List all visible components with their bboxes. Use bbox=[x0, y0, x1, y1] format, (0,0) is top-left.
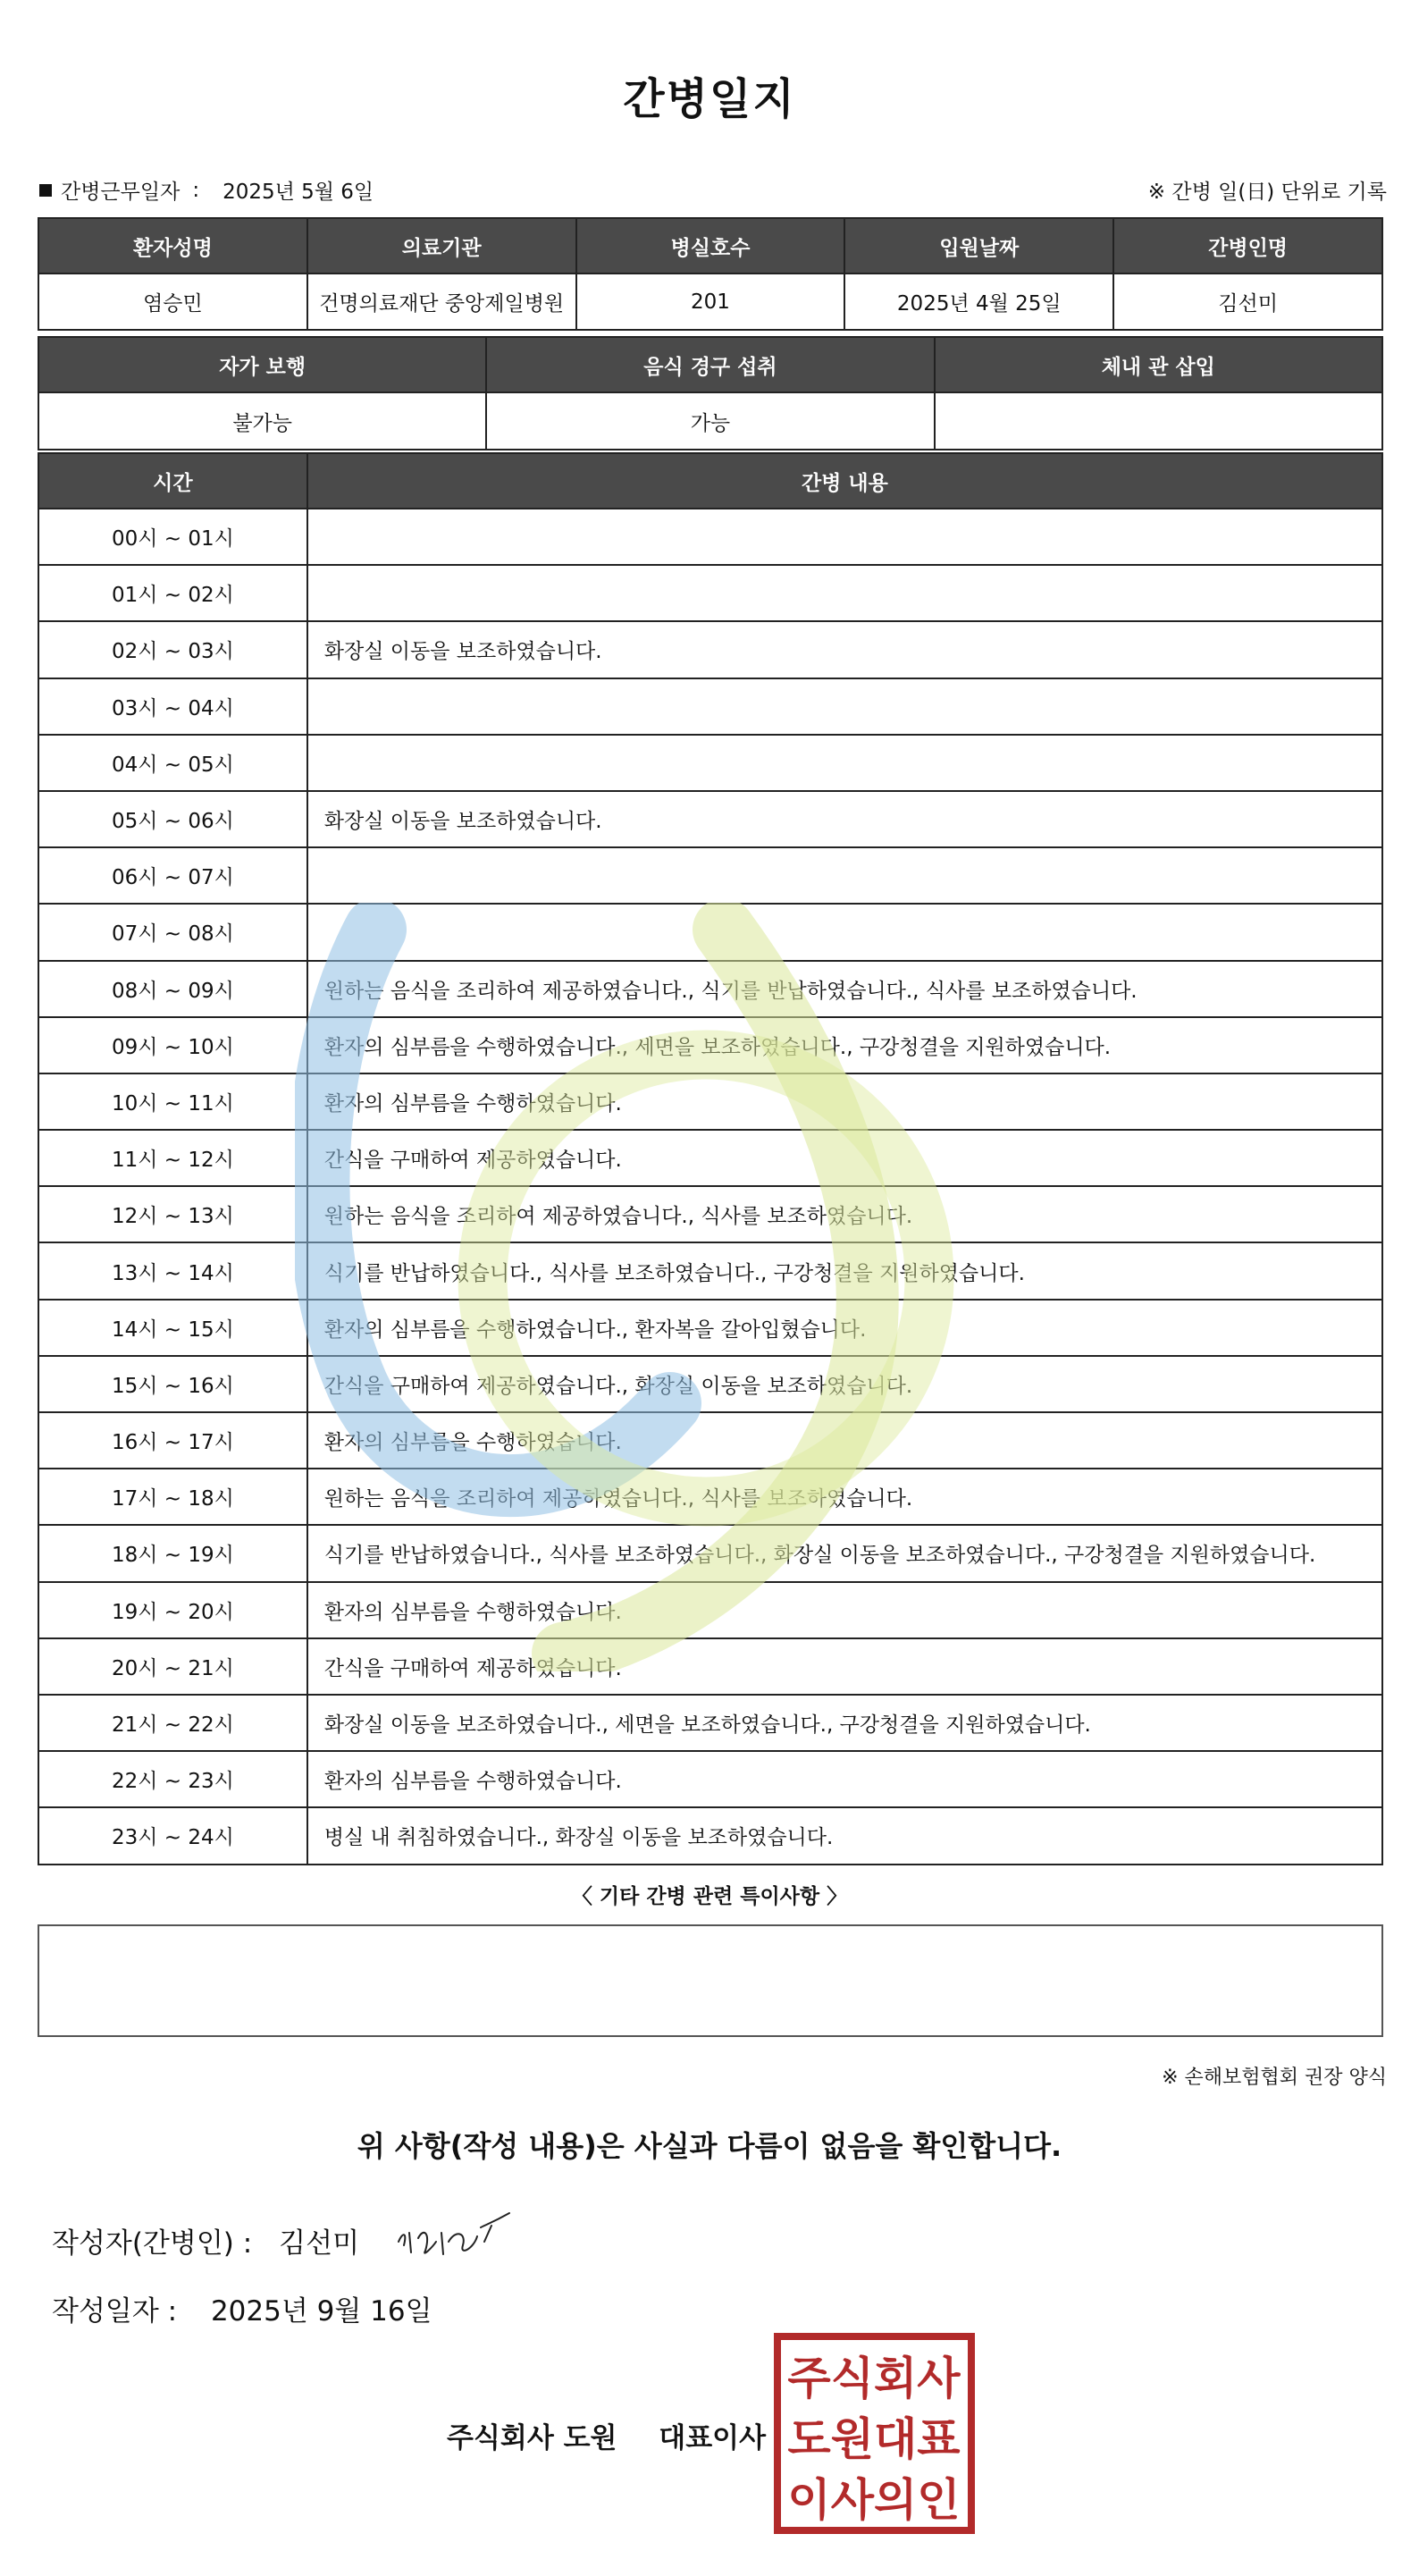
time-cell: 18시 ~ 19시 bbox=[38, 1525, 307, 1581]
company-title: 대표이사 bbox=[659, 2422, 767, 2454]
special-notes-title: 〈 기타 간병 관련 특이사항 〉 bbox=[571, 1885, 848, 1908]
care-content-header: 간병 내용 bbox=[307, 453, 1382, 509]
table-row bbox=[38, 1130, 1382, 1186]
time-cell: 04시 ~ 05시 bbox=[38, 735, 307, 791]
time-cell: 08시 ~ 09시 bbox=[38, 961, 307, 1017]
patient-name-value: 염승민 bbox=[38, 274, 307, 330]
care-content-cell: 환자의 심부름을 수행하였습니다. bbox=[307, 1582, 1382, 1638]
table-row bbox=[38, 1582, 1382, 1638]
care-content-cell bbox=[307, 847, 1382, 904]
time-cell: 10시 ~ 11시 bbox=[38, 1073, 307, 1130]
care-content-cell: 화장실 이동을 보조하였습니다., 세면을 보조하였습니다., 구강청결을 지원하였습니다. bbox=[307, 1695, 1382, 1751]
care-content-cell: 간식을 구매하여 제공하였습니다. bbox=[307, 1638, 1382, 1695]
table-row bbox=[38, 1751, 1382, 1807]
table-row bbox=[38, 1525, 1382, 1581]
care-content-cell: 병실 내 취침하였습니다., 화장실 이동을 보조하였습니다. bbox=[307, 1807, 1382, 1864]
log-rows bbox=[38, 509, 1382, 1865]
tube-insertion-header: 체내 관 삽입 bbox=[935, 337, 1382, 392]
work-date-label: 간병근무일자 bbox=[61, 181, 181, 204]
table-row bbox=[38, 509, 1382, 565]
work-date-value: 2025년 5월 6일 bbox=[223, 181, 374, 204]
self-walking-value: 불가능 bbox=[38, 392, 486, 450]
table-row bbox=[38, 1695, 1382, 1751]
care-content-cell: 간식을 구매하여 제공하였습니다. bbox=[307, 1130, 1382, 1186]
table-row bbox=[38, 847, 1382, 904]
care-content-cell: 환자의 심부름을 수행하였습니다. bbox=[307, 1073, 1382, 1130]
care-content-cell: 환자의 심부름을 수행하였습니다., 환자복을 갈아입혔습니다. bbox=[307, 1300, 1382, 1356]
seal-line-1: 주식회사 bbox=[787, 2353, 961, 2404]
patient-status-table bbox=[38, 336, 1383, 450]
time-cell: 06시 ~ 07시 bbox=[38, 847, 307, 904]
care-content-cell bbox=[307, 904, 1382, 960]
hospital-header: 의료기관 bbox=[307, 218, 576, 274]
oral-intake-value: 가능 bbox=[486, 392, 934, 450]
time-cell: 20시 ~ 21시 bbox=[38, 1638, 307, 1695]
table-row bbox=[38, 678, 1382, 735]
admission-date-header: 입원날짜 bbox=[844, 218, 1113, 274]
care-content-cell: 원하는 음식을 조리하여 제공하였습니다., 식사를 보조하였습니다. bbox=[307, 1469, 1382, 1525]
time-cell: 07시 ~ 08시 bbox=[38, 904, 307, 960]
square-bullet-icon bbox=[39, 184, 52, 197]
care-content-cell: 식기를 반납하였습니다., 식사를 보조하였습니다., 구강청결을 지원하였습니다. bbox=[307, 1242, 1382, 1299]
care-content-cell: 식기를 반납하였습니다., 식사를 보조하였습니다., 화장실 이동을 보조하였습니다., 구강청결을 지원하였습니다. bbox=[307, 1525, 1382, 1581]
table-row bbox=[38, 1242, 1382, 1299]
seal-line-3: 이사의인 bbox=[787, 2474, 961, 2526]
patient-name-header: 환자성명 bbox=[38, 218, 307, 274]
time-cell: 01시 ~ 02시 bbox=[38, 565, 307, 621]
caregiver-name-value: 김선미 bbox=[1113, 274, 1382, 330]
writer-line bbox=[52, 2220, 359, 2260]
hospital-value: 건명의료재단 중앙제일병원 bbox=[307, 274, 576, 330]
time-cell: 13시 ~ 14시 bbox=[38, 1242, 307, 1299]
written-date-label: 작성일자 : bbox=[52, 2295, 178, 2328]
care-content-cell: 화장실 이동을 보조하였습니다. bbox=[307, 791, 1382, 847]
care-content-cell: 환자의 심부름을 수행하였습니다. bbox=[307, 1412, 1382, 1469]
writer-name: 김선미 bbox=[279, 2227, 360, 2260]
table-row bbox=[38, 621, 1382, 678]
handwritten-signature bbox=[391, 2206, 516, 2269]
care-content-cell bbox=[307, 678, 1382, 735]
time-cell: 23시 ~ 24시 bbox=[38, 1807, 307, 1864]
care-content-cell: 화장실 이동을 보조하였습니다. bbox=[307, 621, 1382, 678]
time-cell: 19시 ~ 20시 bbox=[38, 1582, 307, 1638]
caregiver-name-header: 간병인명 bbox=[1113, 218, 1382, 274]
time-cell: 21시 ~ 22시 bbox=[38, 1695, 307, 1751]
time-cell: 16시 ~ 17시 bbox=[38, 1412, 307, 1469]
oral-intake-header: 음식 경구 섭취 bbox=[486, 337, 934, 392]
table-row bbox=[38, 1412, 1382, 1469]
page-title: 간병일지 bbox=[623, 74, 796, 124]
care-content-cell: 간식을 구매하여 제공하였습니다., 화장실 이동을 보조하였습니다. bbox=[307, 1356, 1382, 1412]
table-row bbox=[38, 1073, 1382, 1130]
time-cell: 05시 ~ 06시 bbox=[38, 791, 307, 847]
care-content-cell: 원하는 음식을 조리하여 제공하였습니다., 식사를 보조하였습니다. bbox=[307, 1186, 1382, 1242]
care-content-cell bbox=[307, 735, 1382, 791]
admission-date-value: 2025년 4월 25일 bbox=[844, 274, 1113, 330]
time-cell: 12시 ~ 13시 bbox=[38, 1186, 307, 1242]
work-date-colon: : bbox=[192, 178, 200, 202]
company-name: 주식회사 도원 bbox=[447, 2422, 617, 2454]
time-cell: 00시 ~ 01시 bbox=[38, 509, 307, 565]
writer-label: 작성자(간병인) : bbox=[52, 2227, 253, 2260]
time-cell: 15시 ~ 16시 bbox=[38, 1356, 307, 1412]
table-row bbox=[38, 961, 1382, 1017]
patient-info-table bbox=[38, 217, 1383, 331]
confirmation-statement: 위 사항(작성 내용)은 사실과 다름이 없음을 확인합니다. bbox=[357, 2129, 1062, 2163]
written-date-value: 2025년 9월 16일 bbox=[210, 2295, 432, 2328]
time-cell: 03시 ~ 04시 bbox=[38, 678, 307, 735]
table-row bbox=[38, 1469, 1382, 1525]
table-row bbox=[38, 735, 1382, 791]
table-row bbox=[38, 565, 1382, 621]
table-row bbox=[38, 791, 1382, 847]
tube-insertion-value bbox=[935, 392, 1382, 450]
table-row bbox=[38, 1807, 1382, 1864]
table-row bbox=[38, 1017, 1382, 1073]
time-cell: 02시 ~ 03시 bbox=[38, 621, 307, 678]
company-line bbox=[447, 2415, 766, 2455]
room-number-header: 병실호수 bbox=[576, 218, 845, 274]
written-date-line bbox=[52, 2288, 432, 2328]
table-row bbox=[38, 1300, 1382, 1356]
care-content-cell: 환자의 심부름을 수행하였습니다., 세면을 보조하였습니다., 구강청결을 지원하였습니다. bbox=[307, 1017, 1382, 1073]
time-cell: 17시 ~ 18시 bbox=[38, 1469, 307, 1525]
form-source-note: ※ 손해보험협회 권장 양식 bbox=[1162, 2067, 1387, 2089]
time-cell: 11시 ~ 12시 bbox=[38, 1130, 307, 1186]
special-notes-box bbox=[38, 1924, 1383, 2037]
unit-note: ※ 간병 일(日) 단위로 기록 bbox=[1147, 181, 1387, 204]
time-header: 시간 bbox=[38, 453, 307, 509]
time-cell: 22시 ~ 23시 bbox=[38, 1751, 307, 1807]
room-number-value: 201 bbox=[576, 274, 845, 330]
care-content-cell: 원하는 음식을 조리하여 제공하였습니다., 식기를 반납하였습니다., 식사를 보조하였습니다. bbox=[307, 961, 1382, 1017]
time-cell: 14시 ~ 15시 bbox=[38, 1300, 307, 1356]
work-date bbox=[39, 175, 374, 205]
table-row bbox=[38, 1186, 1382, 1242]
table-row bbox=[38, 904, 1382, 960]
table-row bbox=[38, 1638, 1382, 1695]
time-cell: 09시 ~ 10시 bbox=[38, 1017, 307, 1073]
company-seal-stamp bbox=[774, 2333, 975, 2534]
care-content-cell: 환자의 심부름을 수행하였습니다. bbox=[307, 1751, 1382, 1807]
self-walking-header: 자가 보행 bbox=[38, 337, 486, 392]
table-row bbox=[38, 1356, 1382, 1412]
hourly-log-table bbox=[38, 452, 1383, 1865]
care-content-cell bbox=[307, 509, 1382, 565]
care-content-cell bbox=[307, 565, 1382, 621]
seal-line-2: 도원대표 bbox=[787, 2413, 961, 2465]
